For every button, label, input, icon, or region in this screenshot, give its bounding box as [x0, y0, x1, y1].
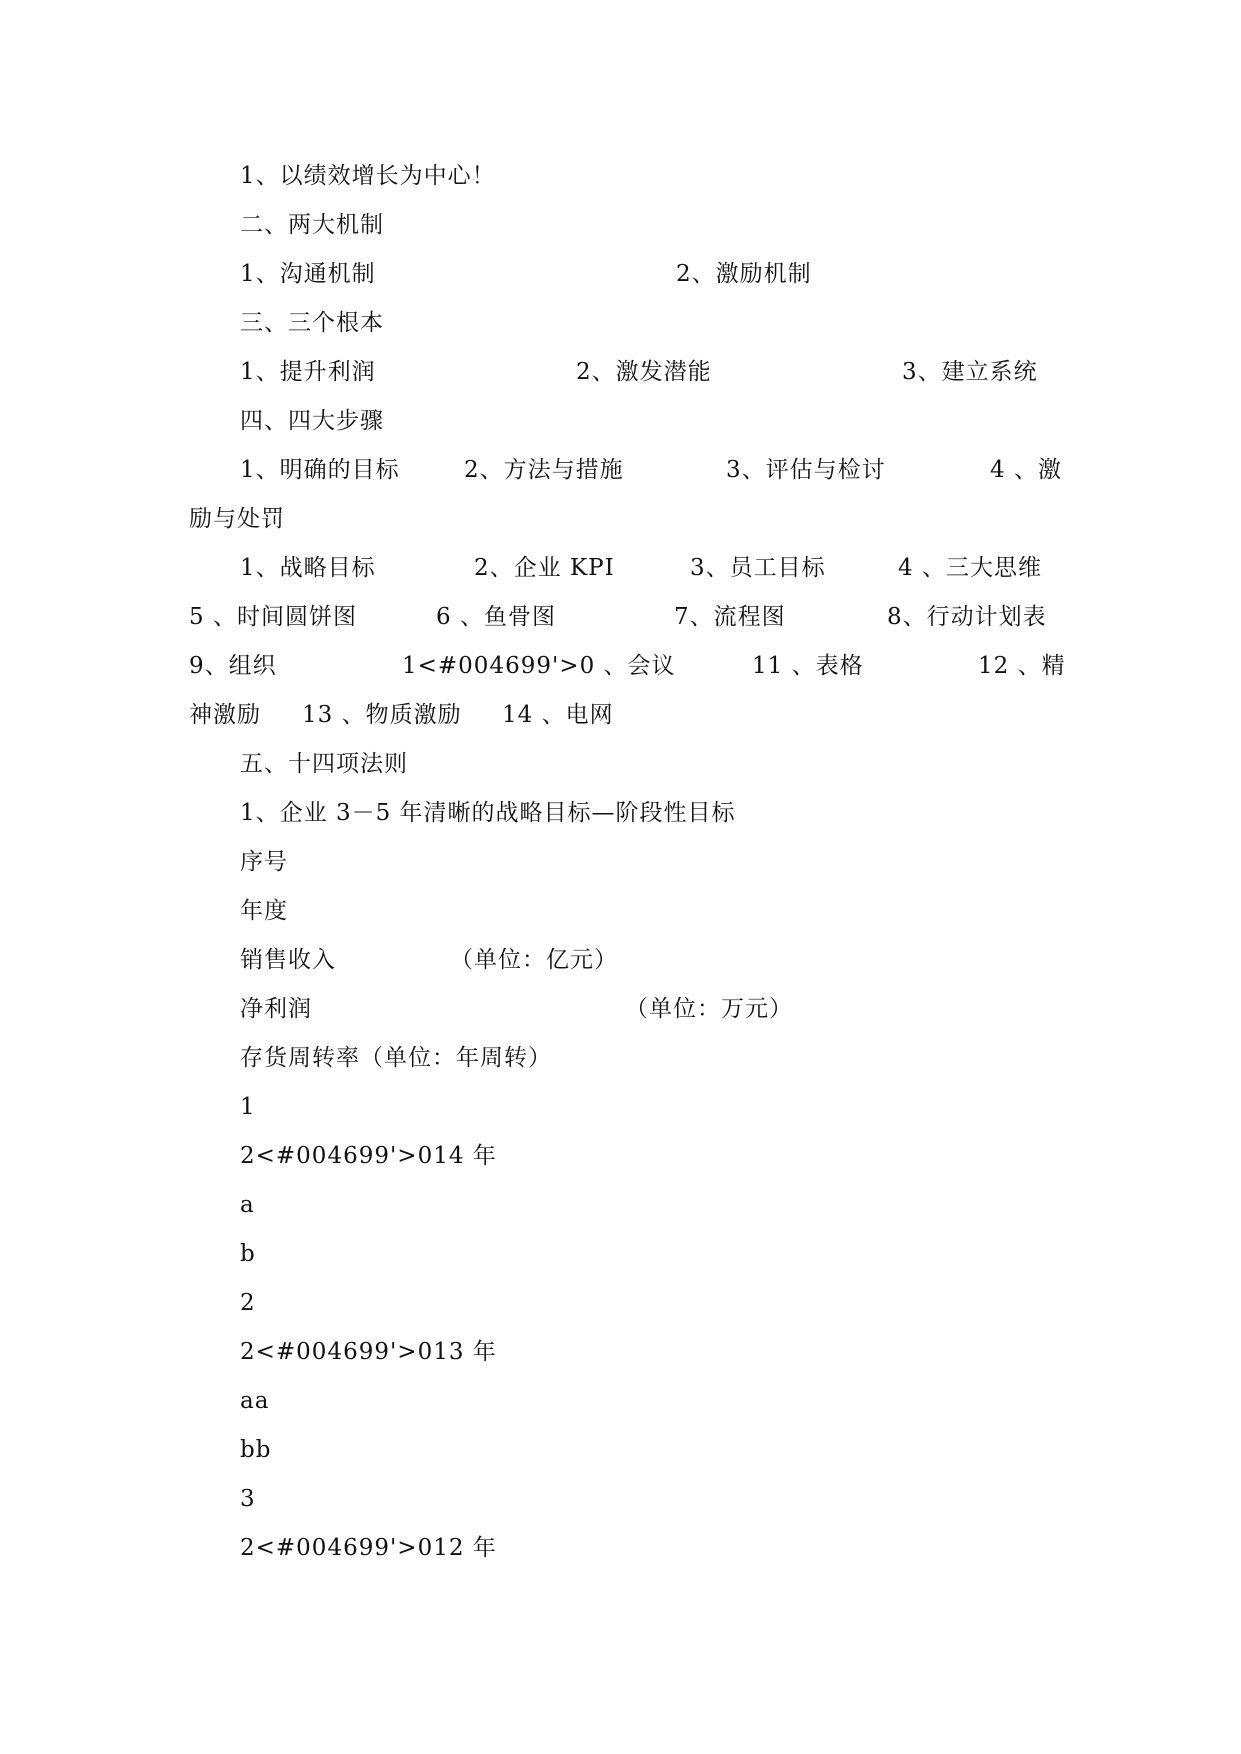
table-header-seq: 序号	[240, 849, 288, 875]
tool-item: 1、战略目标	[240, 555, 376, 581]
tool-item: 13 、物质激励	[302, 702, 462, 728]
table-header-profit-unit: （单位：万元）	[625, 996, 793, 1022]
table-cell-value: bb	[240, 1437, 272, 1463]
tool-item: 3、员工目标	[690, 555, 826, 581]
table-header-sales-unit: （单位：亿元）	[450, 947, 618, 973]
table-cell-year: 2<#004699'>014 年	[240, 1143, 497, 1169]
tool-item: 2、企业 KPI	[474, 555, 615, 581]
section-heading-five: 五、十四项法则	[240, 751, 408, 777]
table-cell-value: b	[240, 1241, 256, 1267]
table-cell-year: 2<#004699'>013 年	[240, 1339, 497, 1365]
table-cell-value: aa	[240, 1388, 270, 1414]
s4-item: 4 、激	[990, 457, 1062, 483]
s3-item: 2、激发潜能	[576, 359, 712, 385]
table-header-inventory: 存货周转率（单位：年周转）	[240, 1045, 552, 1071]
s4-item: 2、方法与措施	[464, 457, 624, 483]
tool-item: 6 、鱼骨图	[436, 604, 556, 630]
s3-item: 3、建立系统	[902, 359, 1038, 385]
tool-item: 1<#004699'>0 、会议	[402, 653, 676, 679]
tool-item: 8、行动计划表	[887, 604, 1047, 630]
table-header-sales: 销售收入	[240, 947, 336, 973]
s4-item: 3、评估与检讨	[726, 457, 886, 483]
tool-item: 神激励	[189, 702, 261, 728]
table-cell-year: 2<#004699'>012 年	[240, 1535, 497, 1561]
tool-item: 5 、时间圆饼图	[189, 604, 357, 630]
rule-item: 1、企业 3－5 年清晰的战略目标—阶段性目标	[240, 800, 736, 826]
tool-item: 14 、电网	[502, 702, 614, 728]
s4-item: 1、明确的目标	[240, 457, 400, 483]
tool-item: 4 、三大思维	[898, 555, 1042, 581]
s4-wrap-text: 励与处罚	[189, 506, 285, 532]
s3-item: 1、提升利润	[240, 359, 376, 385]
table-cell-seq: 2	[240, 1290, 256, 1316]
s2-item: 1、沟通机制	[240, 261, 376, 287]
section-heading-four: 四、四大步骤	[240, 408, 384, 434]
s2-item: 2、激励机制	[676, 261, 812, 287]
table-cell-value: a	[240, 1192, 255, 1218]
section-heading-two: 二、两大机制	[240, 212, 384, 238]
tool-item: 12 、精	[978, 653, 1066, 679]
section-heading-three: 三、三个根本	[240, 310, 384, 336]
table-cell-seq: 3	[240, 1486, 256, 1512]
tool-item: 7、流程图	[674, 604, 786, 630]
table-header-year: 年度	[240, 898, 288, 924]
table-header-profit: 净利润	[240, 996, 312, 1022]
tool-item: 9、组织	[189, 653, 277, 679]
s1-item: 1、以绩效增长为中心！	[240, 163, 496, 189]
table-cell-seq: 1	[240, 1094, 256, 1120]
tool-item: 11 、表格	[752, 653, 864, 679]
